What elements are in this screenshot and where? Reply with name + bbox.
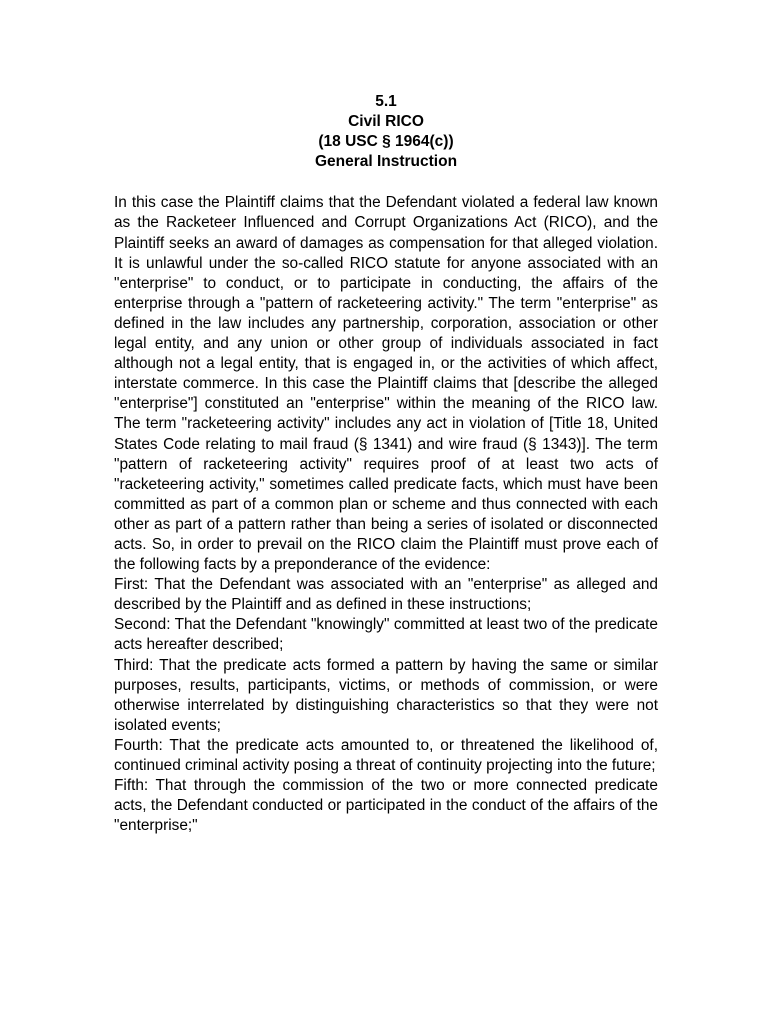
- document-page: [114, 92, 658, 836]
- instruction-heading: [114, 92, 658, 172]
- instruction-body: [114, 193, 658, 836]
- element-first: First: That the Defendant was associated with an "enterprise" as alleged and described by the Plaintiff and as defined in these instructions;: [114, 576, 658, 614]
- instruction-title: Civil RICO: [348, 113, 424, 131]
- element-third: Third: That the predicate acts formed a pattern by having the same or similar purposes, results, participants, victims, or methods of commission, or were otherwise interrelated by distinguishing characteristics so that they were not isolated events;: [114, 656, 658, 734]
- intro-paragraph: In this case the Plaintiff claims that the Defendant violated a federal law known as the Racketeer Influenced and Corrupt Organizations Act (RICO), and the Plaintiff seeks an award of damages as compensation for that alleged violation. It is unlawful under the so-called RICO statute for anyone associated with an "enterprise" to conduct, or to participate in conducting, the affairs of the enterprise through a "pattern of racketeering activity." The term "enterprise" as defined in the law includes any partnership, corporation, association or other legal entity, and any union or other group of individuals associated in fact although not a legal entity, that is engaged in, or the activities of which affect, interstate commerce. In this case the Plaintiff claims that [describe the alleged "enterprise"] constituted an "enterprise" within the meaning of the RICO law. The term "racketeering activity" includes any act in violation of [Title 18, United States Code relating to mail fraud (§ 1341) and wire fraud (§ 1343)]. The term "pattern of racketeering activity" requires proof of at least two acts of "racketeering activity," sometimes called predicate facts, which must have been committed as part of a common plan or scheme and thus connected with each other as part of a pattern rather than being a series of isolated or disconnected acts. So, in order to prevail on the RICO claim the Plaintiff must prove each of the following facts by a preponderance of the evidence:: [114, 194, 658, 574]
- element-fifth: Fifth: That through the commission of the two or more connected predicate acts, the Defendant conducted or participated in the conduct of the affairs of the "enterprise;": [114, 777, 658, 835]
- statute-citation: (18 USC § 1964(c)): [318, 133, 454, 151]
- instruction-number: 5.1: [375, 93, 397, 110]
- element-fourth: Fourth: That the predicate acts amounted to, or threatened the likelihood of, continued criminal activity posing a threat of continuity projecting into the future;: [114, 736, 658, 774]
- element-second: Second: That the Defendant "knowingly" committed at least two of the predicate acts hereafter described;: [114, 616, 658, 654]
- instruction-subtitle: General Instruction: [314, 153, 458, 171]
